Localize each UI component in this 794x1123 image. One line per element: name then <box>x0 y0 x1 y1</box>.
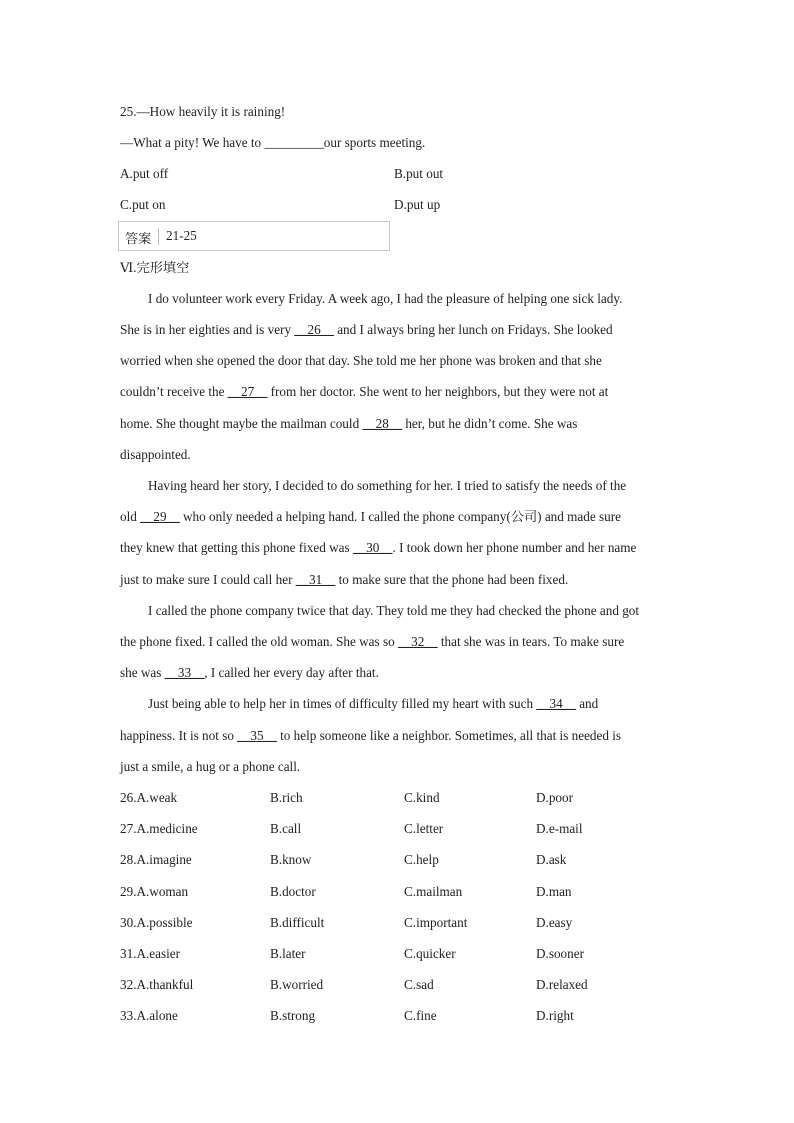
blank-32: __32__ <box>397 634 438 649</box>
choice-28-d: D.ask <box>536 852 567 867</box>
q25-response <box>120 135 425 151</box>
choice-32-a: 32.A.thankful <box>120 977 194 992</box>
blank-35: __35__ <box>237 728 277 743</box>
blank-33: __33__ <box>164 665 205 680</box>
passage-text: just to make sure I could call her <box>120 572 296 587</box>
blank-26: __26__ <box>294 322 334 337</box>
q25-response-post: our sports meeting. <box>323 135 426 150</box>
choice-27-c: C.letter <box>404 821 444 836</box>
blank-31: __31__ <box>295 572 336 587</box>
choice-30-a: 30.A.possible <box>120 915 193 930</box>
choice-33-c: C.fine <box>404 1008 437 1023</box>
choice-32-d: D.relaxed <box>536 977 588 992</box>
passage-text: happiness. It is not so <box>120 728 238 743</box>
choice-32-c: C.sad <box>404 977 434 992</box>
passage-text: they knew that getting this phone fixed was <box>120 540 353 555</box>
blank-29: __29__ <box>140 509 180 524</box>
passage-text: who only needed a helping hand. I called the phone company(公司) and made sure <box>179 509 621 524</box>
blank-27: __27__ <box>227 384 268 399</box>
passage-text: couldn’t receive the <box>120 384 228 399</box>
blank-30: __30__ <box>352 540 393 555</box>
passage-line-5 <box>120 416 577 432</box>
blank-28: __28__ <box>362 416 403 431</box>
passage-text: to help someone like a neighbor. Sometimes, all that is needed is <box>276 728 622 743</box>
passage-line-11: I called the phone company twice that day. They told me they had checked the phone and got <box>148 603 640 618</box>
q25-prompt: 25.—How heavily it is raining! <box>120 104 286 119</box>
q25-option-a: A.put off <box>120 166 169 181</box>
choice-31-a: 31.A.easier <box>120 946 181 961</box>
passage-line-13 <box>120 665 379 681</box>
q25-option-b: B.put out <box>394 166 444 181</box>
choice-26-a: 26.A.weak <box>120 790 178 805</box>
choice-33-d: D.right <box>536 1008 574 1023</box>
passage-text: home. She thought maybe the mailman could <box>120 416 363 431</box>
passage-text: and I always bring her lunch on Fridays. She looked <box>333 322 613 337</box>
choice-27-d: D.e-mail <box>536 821 583 836</box>
passage-line-9 <box>120 540 636 556</box>
passage-line-2 <box>120 322 613 338</box>
passage-line-1: I do volunteer work every Friday. A week ago, I had the pleasure of helping one sick lady. <box>148 291 623 306</box>
passage-line-14 <box>148 696 598 712</box>
passage-text: She is in her eighties and is very <box>120 322 295 337</box>
choice-30-c: C.important <box>404 915 468 930</box>
choice-33-b: B.strong <box>270 1008 316 1023</box>
choice-28-b: B.know <box>270 852 312 867</box>
passage-text: to make sure that the phone had been fixed. <box>335 572 569 587</box>
choice-26-b: B.rich <box>270 790 303 805</box>
choice-33-a: 33.A.alone <box>120 1008 178 1023</box>
passage-line-6: disappointed. <box>120 447 191 462</box>
answer-divider <box>158 228 159 245</box>
choice-30-d: D.easy <box>536 915 573 930</box>
choice-32-b: B.worried <box>270 977 324 992</box>
passage-text: that she was in tears. To make sure <box>437 634 625 649</box>
passage-line-8 <box>120 509 621 525</box>
passage-text: from her doctor. She went to her neighbors, but they were not at <box>267 384 609 399</box>
q25-option-c: C.put on <box>120 197 166 212</box>
choice-31-d: D.sooner <box>536 946 584 961</box>
passage-line-15 <box>120 728 621 744</box>
passage-line-7: Having heard her story, I decided to do something for her. I tried to satisfy the needs of the <box>148 478 627 493</box>
q25-blank: _________ <box>264 135 324 150</box>
passage-text: she was <box>120 665 165 680</box>
passage-text: . I took down her phone number and her name <box>392 540 637 555</box>
passage-text: , I called her every day after that. <box>204 665 379 680</box>
answer-value: 21-25 <box>166 228 197 243</box>
choice-27-b: B.call <box>270 821 302 836</box>
choice-29-c: C.mailman <box>404 884 463 899</box>
choice-29-b: B.doctor <box>270 884 316 899</box>
choice-26-d: D.poor <box>536 790 573 805</box>
q25-option-d: D.put up <box>394 197 441 212</box>
choice-28-a: 28.A.imagine <box>120 852 192 867</box>
passage-text: the phone fixed. I called the old woman. She was so <box>120 634 398 649</box>
blank-34: __34__ <box>536 696 576 711</box>
choice-29-d: D.man <box>536 884 572 899</box>
passage-text: old <box>120 509 141 524</box>
passage-line-4 <box>120 384 608 400</box>
choice-29-a: 29.A.woman <box>120 884 189 899</box>
choice-27-a: 27.A.medicine <box>120 821 198 836</box>
section-title: Ⅵ.完形填空 <box>120 260 190 275</box>
choice-26-c: C.kind <box>404 790 440 805</box>
passage-line-3: worried when she opened the door that day. She told me her phone was broken and that she <box>120 353 602 368</box>
answer-box <box>118 221 390 251</box>
passage-line-16: just a smile, a hug or a phone call. <box>120 759 301 774</box>
passage-line-10 <box>120 572 568 588</box>
choice-28-c: C.help <box>404 852 439 867</box>
passage-text: Just being able to help her in times of difficulty filled my heart with such <box>148 696 537 711</box>
answer-label: 答案 <box>125 231 152 246</box>
passage-text: and <box>575 696 599 711</box>
q25-response-pre: —What a pity! We have to <box>120 135 265 150</box>
choice-31-b: B.later <box>270 946 306 961</box>
passage-line-12 <box>120 634 624 650</box>
choice-31-c: C.quicker <box>404 946 456 961</box>
passage-text: her, but he didn’t come. She was <box>402 416 578 431</box>
choice-30-b: B.difficult <box>270 915 325 930</box>
